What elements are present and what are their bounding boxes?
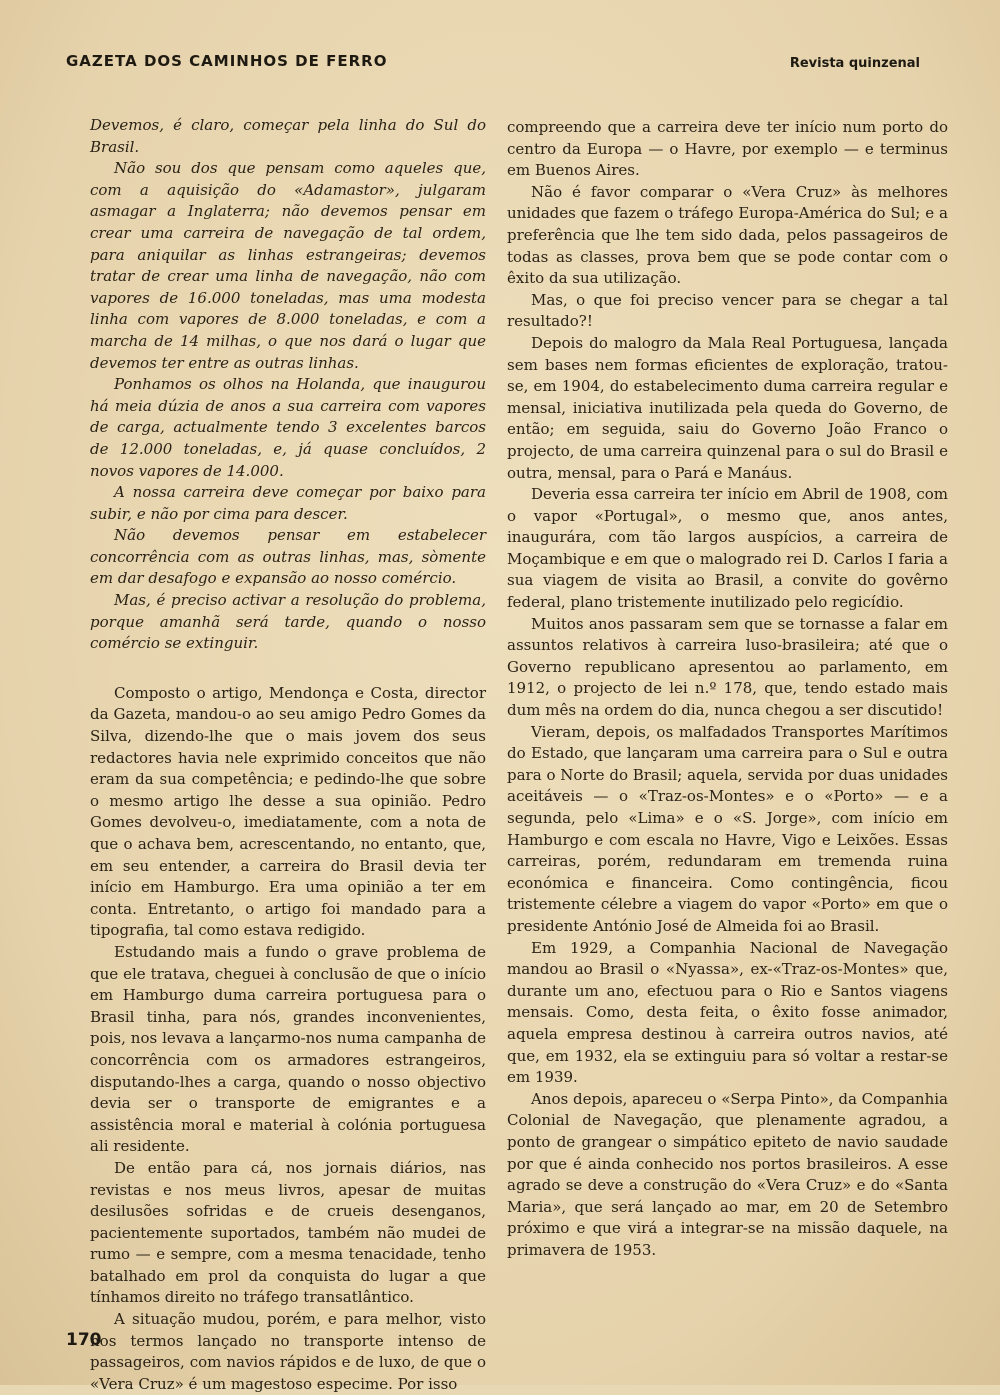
body-paragraph: Composto o artigo, Mendonça e Costa, director da Gazeta, mandou-o ao seu amigo Pedro Gomes da Silva, dizendo-lhe que o mais jovem dos seus redactores havia nele exprimido conceitos que não eram da sua competência; e pedindo-lhe que sobre o mesmo artigo lhe desse a sua opinião. Pedro Gomes devolveu-o, imediatamente, com a nota de que o achava bem, acrescentando, no entanto, que, em seu entender, a carreira do Brasil devia ter início em Hamburgo. Era uma opinião a ter em conta. Entretanto, o artigo foi mandado para a tipografia, tal como estava redigido.	[90, 683, 486, 940]
body-paragraph: Estudando mais a fundo o grave problema de que ele tratava, cheguei à conclusão de que o início em Hamburgo duma carreira portuguesa para o Brasil tinha, para nós, grandes inconvenientes, pois, nos levava a lançarmo-nos numa campanha de concorrência com os armadores estrangeiros, disputando-lhes a carga, quando o nosso objectivo devia ser o transporte de emigrantes e a assistência moral e material à colónia portuguesa ali residente.	[90, 942, 486, 1156]
body-paragraph: De então para cá, nos jornais diários, nas revistas e nos meus livros, apesar de muitas desilusões sofridas e de crueis desenganos, pacientemente suportados, também não mudei de rumo — e sempre, com a mesma tenacidade, tenho batalhado em prol da conquista do lugar a que tínhamos direito no tráfego transatlântico.	[90, 1158, 486, 1307]
body-paragraph: Mas, o que foi preciso vencer para se chegar a tal resultado?!	[507, 290, 948, 331]
body-paragraph: Vieram, depois, os malfadados Transportes Marítimos do Estado, que lançaram uma carreira para o Sul e outra para o Norte do Brasil; aquela, servida por duas unidades aceitáveis — o «Traz-os-Montes» e o «Porto» — e a segunda, pelo «Lima» e o «S. Jorge», com início em Hamburgo e com escala no Havre, Vigo e Leixões. Essas carreiras, porém, redundaram em tremenda ruina económica e financeira. Como contingência, ficou tristemente célebre a viagem do vapor «Porto» em que o presidente António José de Almeida foi ao Brasil.	[507, 722, 948, 935]
quoted-article	[90, 115, 486, 655]
right-column	[507, 117, 948, 1261]
body-paragraph: A situação mudou, porém, e para melhor, visto nos termos lançado no transporte intenso de passageiros, com navios rápidos e de luxo, de que o «Vera Cruz» é um magestoso especime. Por isso	[90, 1310, 486, 1393]
body-paragraph: Anos depois, apareceu o «Serpa Pinto», da Companhia Colonial de Navegação, que plenamente agradou, a ponto de grangear o simpático epiteto de navio saudade por que é ainda conhecido nos portos brasileiros. A esse agrado se deve a construção do «Vera Cruz» e do «Santa Maria», que será lançado ao mar, em 20 de Setembro próximo e que virá a integrar-se na missão daquele, na primavera de 1953.	[507, 1089, 948, 1259]
left-column	[90, 115, 486, 1395]
quote-paragraph: Ponhamos os olhos na Holanda, que inaugurou há meia dúzia de anos a sua carreira com vapores de carga, actualmente tendo 3 excelentes barcos de 12.000 toneladas, e, já quase concluídos, 2 novos vapores de 14.000.	[90, 375, 486, 480]
body-paragraph: Depois do malogro da Mala Real Portuguesa, lançada sem bases nem formas eficientes de exploração, tratou-se, em 1904, do estabelecimento duma carreira regular e mensal, iniciativa inutilizada pela queda do Governo, de então; em seguida, saiu do Governo João Franco o projecto, de uma carreira quinzenal para o sul do Brasil e outra, mensal, para o Pará e Manáus.	[507, 333, 948, 482]
body-paragraph: Muitos anos passaram sem que se tornasse a falar em assuntos relativos à carreira luso-brasileira; até que o Governo republicano apresentou ao parlamento, em 1912, o projecto de lei n.º 178, que, tendo estado mais dum mês na ordem do dia, nunca chegou a ser discutido!	[507, 614, 948, 720]
running-header-title: GAZETA DOS CAMINHOS DE FERRO	[66, 52, 388, 70]
body-paragraph: Em 1929, a Companhia Nacional de Navegação mandou ao Brasil o «Nyassa», ex-«Traz-os-Montes» que, durante um ano, efectuou para o Rio e Santos viagens mensais. Como, desta feita, o êxito fosse animador, aquela empresa destinou à carreira outros navios, até que, em 1932, ela se extinguiu para só voltar a restar-se em 1939.	[507, 938, 948, 1087]
quote-paragraph: Não sou dos que pensam como aqueles que, com a aquisição do «Adamastor», julgaram asmagar a Inglaterra; não devemos pensar em crear uma carreira de navegação de tal ordem, para aniquilar as linhas estrangeiras; devemos tratar de crear uma linha de navegação, não com vapores de 16.000 toneladas, mas uma modesta linha com vapores de 8.000 toneladas, e com a marcha de 14 milhas, o que nos dará o lugar que devemos ter entre as outras linhas.	[90, 159, 486, 372]
page-number: 170	[66, 1330, 102, 1350]
body-paragraph: compreendo que a carreira deve ter início num porto do centro da Europa — o Havre, por exemplo — e terminus em Buenos Aires.	[507, 118, 948, 180]
quote-paragraph: Não devemos pensar em estabelecer concorrência com as outras linhas, mas, sòmente em dar desafogo e expansão ao nosso comércio.	[90, 526, 486, 588]
running-header-subtitle: Revista quinzenal	[789, 56, 920, 71]
quote-paragraph: Mas, é preciso activar a resolução do problema, porque amanhã será tarde, quando o nosso comércio se extinguir.	[90, 591, 486, 653]
body-paragraph: Deveria essa carreira ter início em Abril de 1908, com o vapor «Portugal», o mesmo que, anos antes, inaugurára, com tão largos auspícios, a carreira de Moçambique e em que o malogrado rei D. Carlos I faria a sua viagem de visita ao Brasil, a convite do govêrno federal, plano tristemente inutilizado pelo regicídio.	[507, 485, 948, 612]
body-paragraph: Não é favor comparar o «Vera Cruz» às melhores unidades que fazem o tráfego Europa-América do Sul; e a preferência que lhe tem sido dada, pelos passageiros de todas as classes, prova bem que se pode contar com o êxito da sua utilização.	[507, 182, 948, 288]
quote-paragraph: Devemos, é claro, começar pela linha do Sul do Brasil.	[90, 116, 486, 156]
quote-paragraph: A nossa carreira deve começar por baixo para subir, e não por cima para descer.	[90, 483, 486, 523]
